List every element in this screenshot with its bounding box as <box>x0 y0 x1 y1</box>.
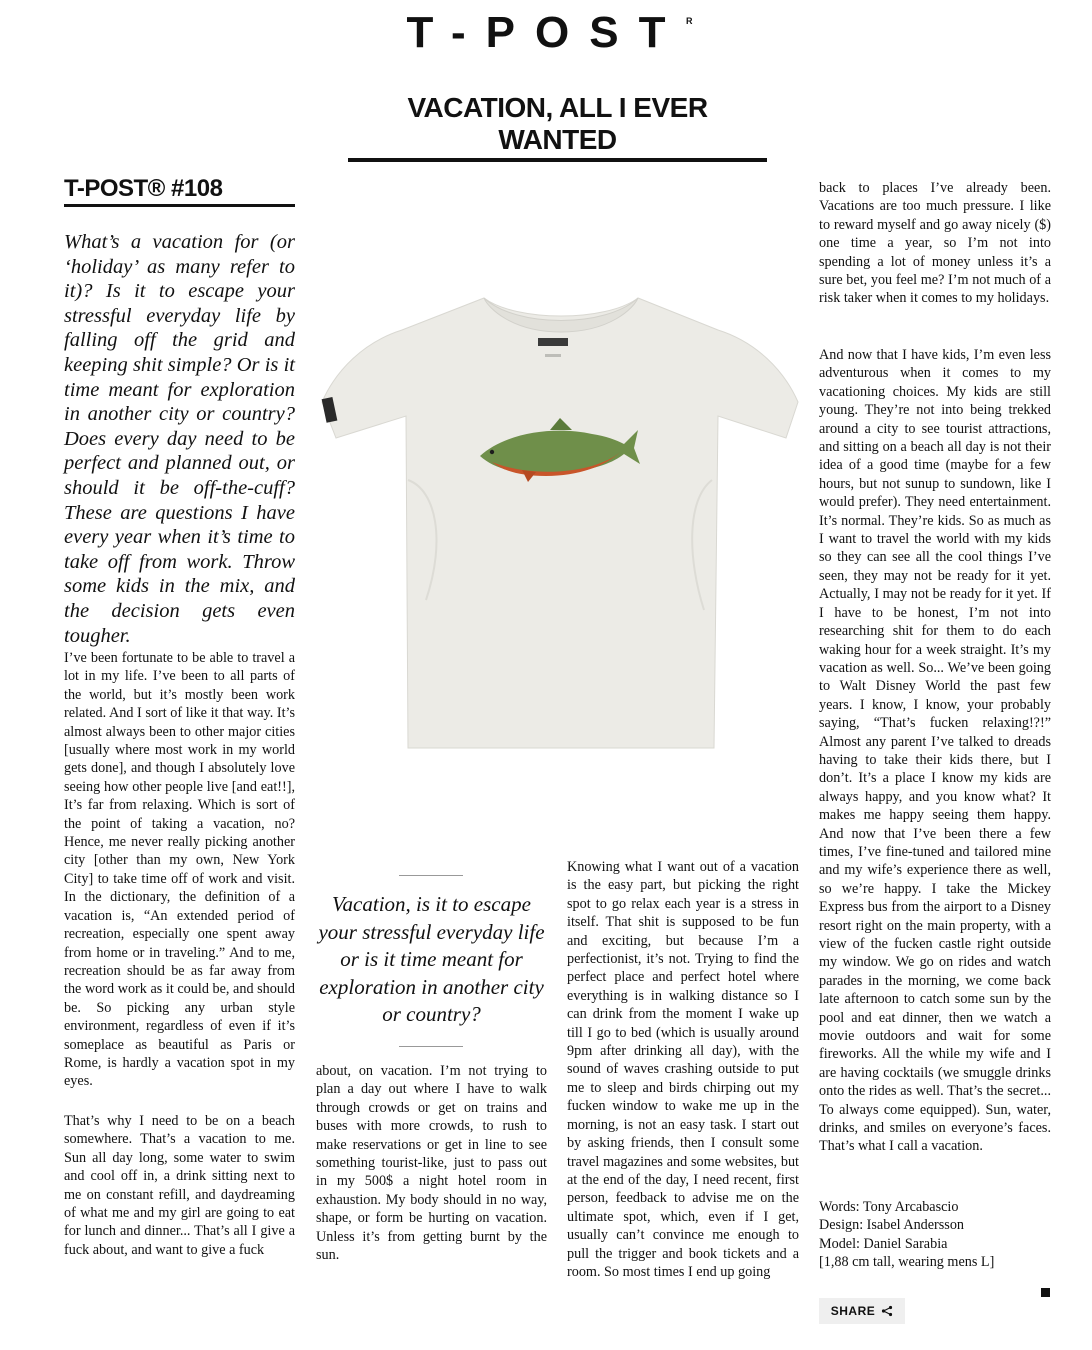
pullquote-rule-top <box>399 875 463 876</box>
body-paragraph: Knowing what I want out of a vacation is the easy part, but picking the right spot to go relax each year is a stress in itself. That shit is supposed to be fun and exciting, but because I’m a perfectionist, it’s not. Trying to find the perfect place and perfect hotel where everything is in walking distance so I can drink from the moment I wake up till I go to bed (which is usually around 9pm after drinking all day), with the sound of waves crashing outside to put me to sleep and birds chirping out my fucken window to wake me up in the morning, is not an easy task. I start out by asking friends, then I consult some travel magazines and some websites, but at the end of the day, I need recent, first person, feedback to advise me on the ultimate spot, which, even if I get, usually can’t convince me enough to pull the trigger and book tickets and a room. So most times I end up going <box>567 859 799 1280</box>
share-icon <box>881 1305 893 1317</box>
issue-number: T-POST® #108 <box>64 174 295 207</box>
share-button[interactable] <box>819 1298 905 1324</box>
credit-size: [1,88 cm tall, wearing mens L] <box>819 1254 995 1271</box>
body-paragraph: back to places I’ve already been. Vacations are too much pressure. I like to reward myself and go away nicely ($) one time a year, so I’m not into spending a lot of money unless it’s a sure bet, you feel me? I’m not much of a risk taker when it comes to my holidays. <box>819 180 1051 307</box>
article-headline: VACATION, ALL I EVER WANTED <box>348 92 767 162</box>
credit-design: Design: Isabel Andersson <box>819 1217 965 1234</box>
registered-mark: R <box>686 16 693 26</box>
end-mark <box>1041 1288 1050 1297</box>
body-paragraph: And now that I have kids, I’m even less adventurous when it comes to my vacationing choices. My kids are still young. They’re not into being trekked around a city to see tourist attractions, and sitting on a beach all day is not their idea of a good time (maybe for a few hours, but not sunup to sundown, like I would prefer). They need entertainment. It’s normal. They’re kids. So as much as I want to travel the world with my kids so they can see all the cool things I’ve seen, they may not be ready for it yet. Actually, I may not be ready for it yet. If I have to be honest, I’m not into researching shit for them to do each waking hour for a week straight. It’s my vacation as well. So... We’ve been going to Walt Disney World the past few years. I know, I know, your probably saying, “That’s fucken relaxing!?!” Almost any parent I’ve talked to dreads having to take their kids there, but I don’t. It’s a place I know my kids are always happy, and you know what? It makes me happy seeing them happy. And now that I’ve been there a few times, I’ve fine-tuned and tailored mine and my wife’s experience there as well, so we’re happy. I take the Mickey Express bus from the airport to a Disney resort right on the main property, with a view of the fucken castle right outside my window. We go on rides and watch parades in the morning, we come back late afternoon to catch some sun by the pool and eat dinner, then we watch a movie outdoors and wait for some fireworks. All the while my wife and I are having cocktails (we smuggle drinks onto the rides as well. That’s the secret... To always come equipped). Sun, water, drinks, and smiles on everyone’s faces. That’s what I call a vacation. <box>819 347 1051 1155</box>
credit-words: Words: Tony Arcabascio <box>819 1199 959 1215</box>
credits <box>819 1198 1051 1272</box>
body-paragraph: about, on vacation. I’m not trying to plan a day out where I have to walk through crowds or get on trains and buses with more crowds, to rush to make reservations or get in line to see something tourist-like, just to pass out in my 500$ a night hotel room in exhaustion. My body should in no way, shape, or form be hurting on vacation. Unless it’s from getting burnt by the sun. <box>316 1063 547 1264</box>
pullquote: Vacation, is it to escape your stressful everyday life or is it time meant for exploration in another city or country? <box>318 892 545 1026</box>
body-paragraph: That’s why I need to be on a beach somewhere. That’s a vacation to me. Sun all day long, some water to swim and cool off in, a drink sitting next to me on constant refill, and daydreaming of what me and my girl are going to eat for lunch and dinner... That’s all I give a fuck about, and want to give a fuck <box>64 1113 295 1258</box>
brand-logo[interactable]: T-POST <box>406 8 686 57</box>
intro-paragraph: What’s a vacation for (or ‘holiday’ as many refer to it)? Is it to escape your stressful everyday life by falling off the grid and keeping shit simple? Or is it time meant for exploration in another city or country? Does every day need to be perfect and planned out, or should it be off-the-cuff? These are questions I have every year when it’s time to take off from work. Throw some kids in the mix, and the decision gets even tougher. <box>64 231 295 647</box>
body-paragraph: I’ve been fortunate to be able to travel a lot in my life. I’ve been to all parts of the world, but it’s mostly been work related. And I sort of like it that way. It’s almost always been to other major cities [usually where most work in my world gets done], and though I absolutely love seeing how other people live [and eat!!], It’s far from relaxing. Which is sort of the point of taking a vacation, no? Hence, me never really picking another city [other than my own, New York City] to take time off of work and visit. In the dictionary, the definition of a vacation is, “An extended period of recreation, especially one spent away from home or in traveling.” And to me, recreation should be as far away from the word work as it could be, and should be. So picking any urban style environment, regardless of even if it’s someplace as beautiful as Paris or Rome, is hardly a vacation spot in my eyes. <box>64 650 295 1090</box>
product-photo <box>316 180 799 752</box>
share-label: SHARE <box>830 1304 876 1318</box>
pullquote-rule-bottom <box>399 1046 463 1047</box>
credit-model: Model: Daniel Sarabia <box>819 1235 948 1252</box>
